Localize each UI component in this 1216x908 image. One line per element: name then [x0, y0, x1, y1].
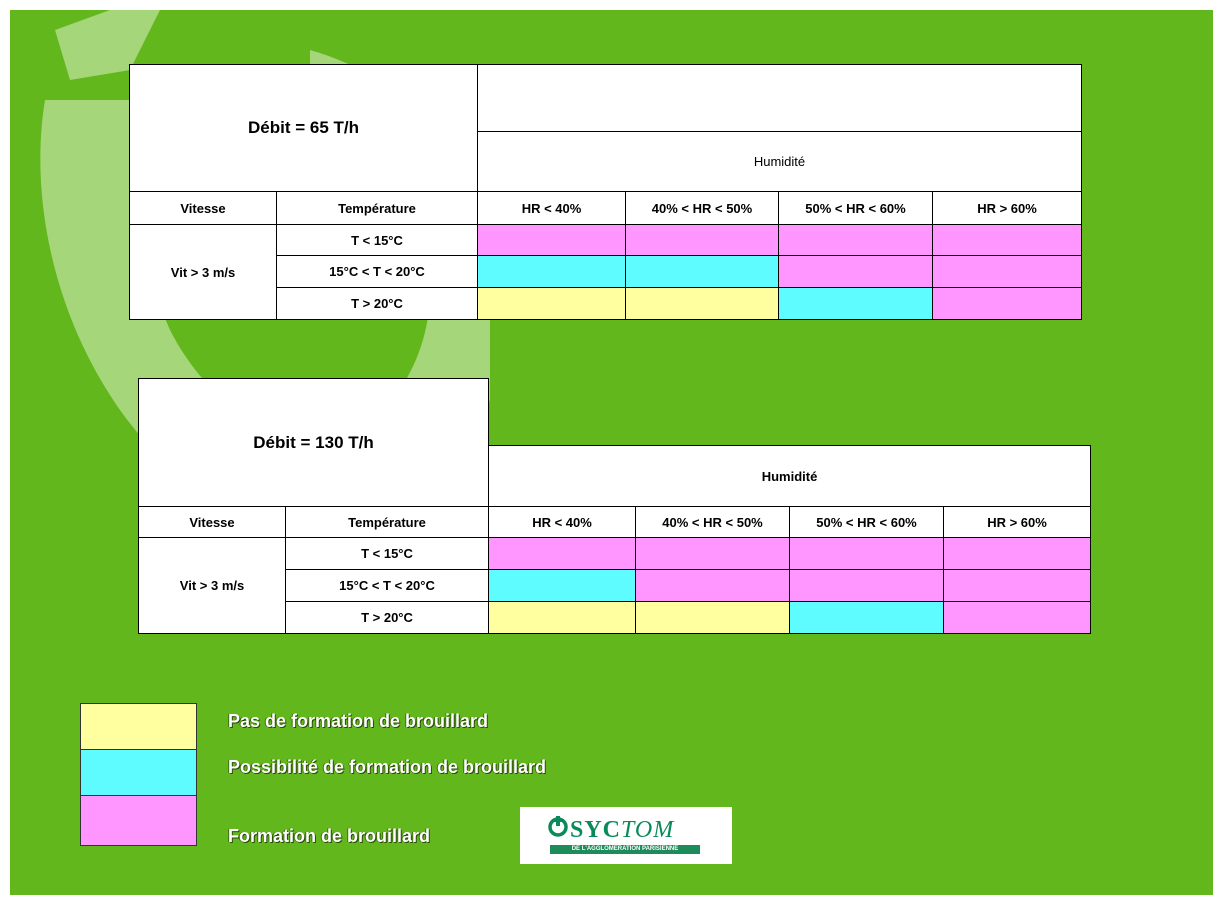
- syctom-mark-icon: [548, 815, 568, 837]
- fog-cell: [944, 538, 1091, 570]
- fog-cell: [779, 288, 933, 320]
- col-hr: HR > 60%: [933, 192, 1082, 225]
- legend-swatch-magenta: [80, 795, 197, 846]
- fog-cell: [933, 225, 1082, 256]
- fog-cell: [779, 225, 933, 256]
- fog-cell: [790, 538, 944, 570]
- fog-cell: [489, 602, 636, 634]
- fog-table-65: [129, 64, 1082, 320]
- temp-cell: T > 20°C: [286, 602, 489, 634]
- fog-cell: [626, 225, 779, 256]
- syctom-logo: [520, 807, 732, 864]
- fog-cell: [636, 602, 790, 634]
- fog-cell: [478, 288, 626, 320]
- col-vitesse: Vitesse: [130, 192, 277, 225]
- fog-cell: [790, 602, 944, 634]
- col-hr: HR > 60%: [944, 507, 1091, 538]
- temp-cell: T > 20°C: [277, 288, 478, 320]
- legend-text-no-fog: Pas de formation de brouillard: [228, 711, 489, 731]
- table-row: [139, 538, 1091, 570]
- fog-cell: [779, 256, 933, 288]
- temp-cell: 15°C < T < 20°C: [286, 570, 489, 602]
- col-hr: HR < 40%: [478, 192, 626, 225]
- fog-cell: [944, 570, 1091, 602]
- temp-cell: T < 15°C: [286, 538, 489, 570]
- fog-cell: [636, 570, 790, 602]
- speed-cell: Vit > 3 m/s: [130, 225, 277, 320]
- fog-cell: [933, 256, 1082, 288]
- fog-cell: [489, 570, 636, 602]
- table-title: Débit = 130 T/h: [139, 379, 489, 507]
- col-hr: 50% < HR < 60%: [779, 192, 933, 225]
- temp-cell: 15°C < T < 20°C: [277, 256, 478, 288]
- fog-cell: [790, 570, 944, 602]
- legend-text-fog: Formation de brouillard: [228, 826, 431, 846]
- col-temperature: Température: [286, 507, 489, 538]
- col-hr: 40% < HR < 50%: [636, 507, 790, 538]
- header-gap: [489, 379, 1091, 446]
- logo-name: SYCTOM: [570, 817, 675, 843]
- header-blank: [478, 65, 1082, 132]
- fog-cell: [478, 225, 626, 256]
- logo-subtitle: DE L'AGGLOMERATION PARISIENNE: [550, 845, 700, 854]
- fog-cell: [626, 256, 779, 288]
- humidity-header: Humidité: [478, 132, 1082, 192]
- temp-cell: T < 15°C: [277, 225, 478, 256]
- legend-swatch-yellow: [80, 703, 197, 751]
- col-hr: HR < 40%: [489, 507, 636, 538]
- fog-cell: [944, 602, 1091, 634]
- speed-cell: Vit > 3 m/s: [139, 538, 286, 634]
- fog-cell: [626, 288, 779, 320]
- fog-table-130: [138, 378, 1091, 634]
- col-hr: 40% < HR < 50%: [626, 192, 779, 225]
- col-temperature: Température: [277, 192, 478, 225]
- humidity-header: Humidité: [489, 446, 1091, 507]
- fog-cell: [636, 538, 790, 570]
- table-row: [130, 225, 1082, 256]
- table-title: Débit = 65 T/h: [130, 65, 478, 192]
- fog-cell: [933, 288, 1082, 320]
- fog-cell: [489, 538, 636, 570]
- fog-cell: [478, 256, 626, 288]
- legend-swatch-cyan: [80, 749, 197, 797]
- slide: [10, 10, 1213, 895]
- col-vitesse: Vitesse: [139, 507, 286, 538]
- legend-text-possible-fog: Possibilité de formation de brouillard: [228, 757, 547, 777]
- col-hr: 50% < HR < 60%: [790, 507, 944, 538]
